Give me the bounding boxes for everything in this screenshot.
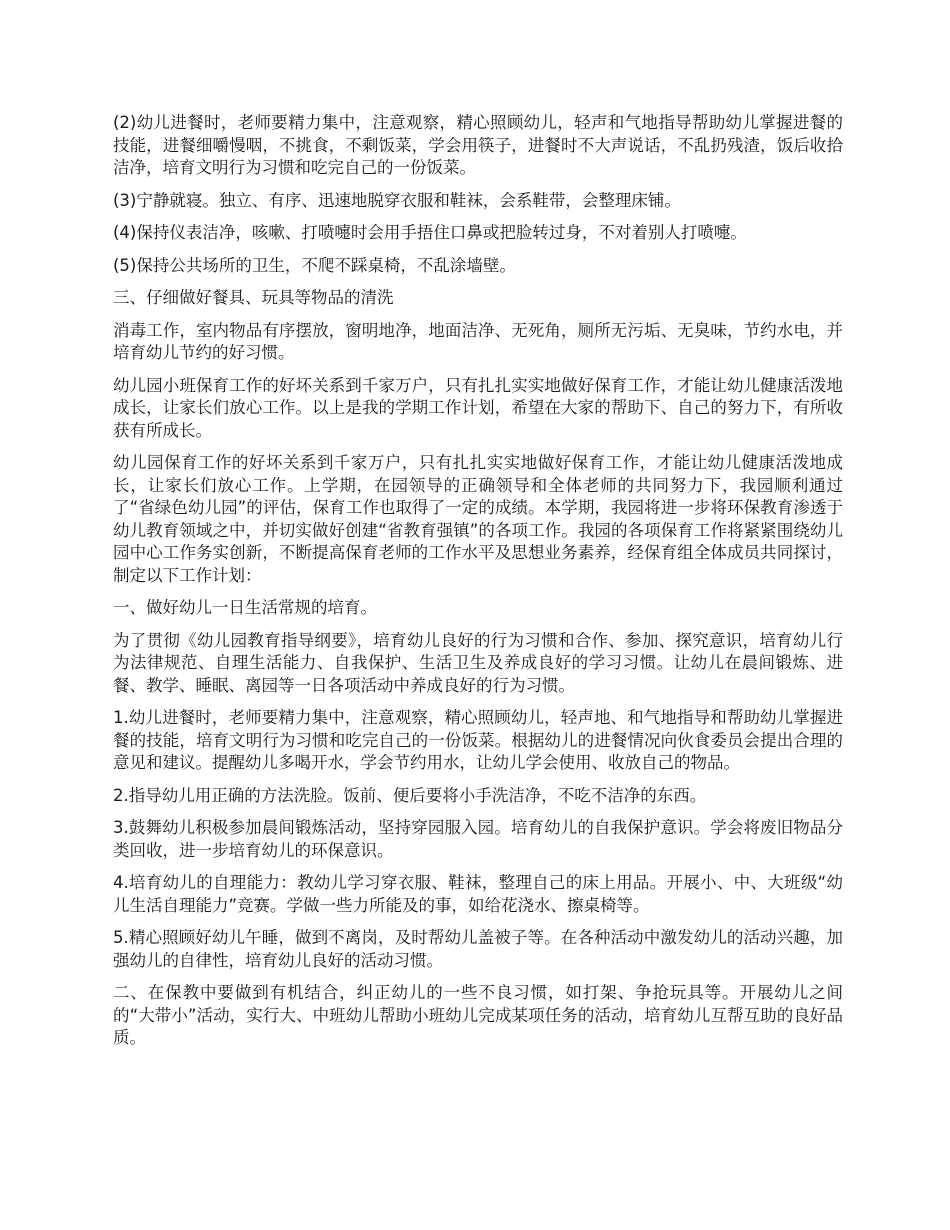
paragraph-item-2: (2)幼儿进餐时，老师要精力集中，注意观察，精心照顾幼儿，轻声和气地指导帮助幼儿掌握进餐的技能，进餐细嚼慢咽，不挑食，不剩饭菜，学会用筷子，进餐时不大声说话，不乱扔残渣，饭后收拾洁净，培育文明行为习惯和吃完自己的一份饭菜。 (113, 113, 843, 177)
paragraph-summary: 幼儿园小班保育工作的好坏关系到千家万户，只有扎扎实实地做好保育工作，才能让幼儿健康活泼地成长，让家长们放心工作。以上是我的学期工作计划，希望在大家的帮助下、自己的努力下，有所收获有所成长。 (113, 375, 843, 440)
paragraph-introduction: 幼儿园保育工作的好坏关系到千家万户，只有扎扎实实地做好保育工作，才能让幼儿健康活泼地成长，让家长们放心工作。上学期，在园领导的正确领导和全体老师的共同努力下，我园顺利通过了“省绿色幼儿园”的评估，保育工作也取得了一定的成绩。本学期，我园将进一步将环保教育渗透于幼儿教育领域之中，并切实做好创建“省教育强镇”的各项工作。我园的各项保育工作将紧紧围绕幼儿园中心工作务实创新，不断提高保育老师的工作水平及思想业务素养，经保育组全体成员共同探讨，制定以下工作计划： (113, 453, 843, 585)
list-item-5: 5.精心照顾好幼儿午睡，做到不离岗，及时帮幼儿盖被子等。在各种活动中激发幼儿的活动兴趣，加强幼儿的自律性，培育幼儿良好的活动习惯。 (113, 928, 843, 970)
section-heading-3: 三、仔细做好餐具、玩具等物品的清洗 (113, 288, 394, 307)
paragraph-item-3: (3)宁静就寝。独立、有序、迅速地脱穿衣服和鞋袜，会系鞋带，会整理床铺。 (113, 190, 681, 210)
section-heading-1: 一、做好幼儿一日生活常规的培育。 (113, 598, 377, 617)
list-item-4: 4.培育幼儿的自理能力：教幼儿学习穿衣服、鞋袜，整理自己的床上用品。开展小、中、大班级“幼儿生活自理能力”竞赛。学做一些力所能及的事，如给花浇水、擦桌椅等。 (113, 873, 843, 915)
paragraph-guideline: 为了贯彻《幼儿园教育指导纲要》，培育幼儿良好的行为习惯和合作、参加、探究意识，培育幼儿行为法律规范、自理生活能力、自我保护、生活卫生及养成良好的学习习惯。让幼儿在晨间锻炼、进餐、教学、睡眠、离园等一日各项活动中养成良好的行为习惯。 (113, 630, 843, 695)
list-item-1: 1.幼儿进餐时，老师要精力集中，注意观察，精心照顾幼儿，轻声地、和气地指导和帮助幼儿掌握进餐的技能，培育文明行为习惯和吃完自己的一份饭菜。根据幼儿的进餐情况向伙食委员会提出合理的意见和建议。提醒幼儿多喝开水，学会节约用水，让幼儿学会使用、收放自己的物品。 (113, 708, 843, 772)
list-item-3: 3.鼓舞幼儿积极参加晨间锻炼活动，坚持穿园服入园。培育幼儿的自我保护意识。学会将废旧物品分类回收，进一步培育幼儿的环保意识。 (113, 818, 843, 860)
document-body (113, 112, 843, 1060)
section-heading-2: 二、在保教中要做到有机结合，纠正幼儿的一些不良习惯，如打架、争抢玩具等。开展幼儿之间的“大带小”活动，实行大、中班幼儿帮助小班幼儿完成某项任务的活动，培育幼儿互帮互助的良好品质。 (113, 983, 843, 1047)
paragraph-item-5: (5)保持公共场所的卫生，不爬不踩桌椅，不乱涂墙壁。 (113, 255, 516, 275)
paragraph-disinfection: 消毒工作，室内物品有序摆放，窗明地净，地面洁净、无死角，厕所无污垢、无臭味，节约水电，并培育幼儿节约的好习惯。 (113, 320, 843, 362)
list-item-2: 2.指导幼儿用正确的方法洗脸。饭前、便后要将小手洗洁净，不吃不洁净的东西。 (113, 785, 707, 805)
paragraph-item-4: (4)保持仪表洁净，咳嗽、打喷嚏时会用手捂住口鼻或把脸转过身，不对着别人打喷嚏。 (113, 223, 747, 242)
